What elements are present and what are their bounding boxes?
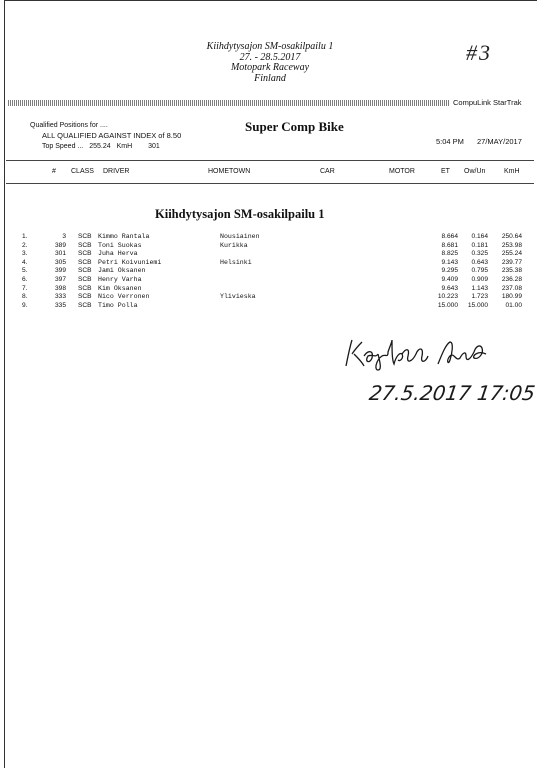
- handwritten-page-number: #3: [466, 40, 492, 65]
- position: 2.: [22, 241, 28, 249]
- elapsed-time: 9.295: [441, 267, 458, 275]
- driver-name: Henry Varha: [98, 275, 142, 283]
- car-number: 305: [54, 258, 66, 266]
- position: 9.: [22, 301, 28, 309]
- position: 3.: [22, 250, 28, 258]
- qualified-positions-label: Qualified Positions for ....: [30, 122, 108, 129]
- car-number: 335: [54, 301, 66, 309]
- event-dates: 27. - 28.5.2017: [239, 51, 301, 63]
- column-header-hometown: HOMETOWN: [208, 168, 251, 175]
- elapsed-time: 9.643: [441, 284, 458, 292]
- print-date: 27/MAY/2017: [477, 137, 522, 146]
- class-code: SCB: [78, 284, 92, 292]
- over-under: 0.643: [471, 258, 488, 266]
- top-speed-unit: KmH: [116, 143, 133, 150]
- results-table: [0, 233, 537, 310]
- table-row: [0, 250, 537, 259]
- header-top-rule: [6, 160, 534, 161]
- table-row: [0, 242, 537, 251]
- speed-kmh: 237.08: [501, 284, 522, 292]
- driver-name: Juha Herva: [98, 250, 138, 258]
- elapsed-time: 9.409: [441, 275, 458, 283]
- car-number: 398: [54, 284, 66, 292]
- driver-name: Toni Suokas: [98, 241, 142, 249]
- over-under: 0.795: [471, 267, 488, 275]
- page-top-border: [4, 0, 537, 1]
- column-header-kmh: KmH: [504, 168, 520, 175]
- brand-label: CompuLink StarTrak: [453, 98, 522, 107]
- column-header-et: ET: [441, 168, 450, 175]
- handwritten-date: [367, 374, 537, 408]
- class-code: SCB: [78, 258, 92, 266]
- top-speed-car: 301: [148, 143, 160, 150]
- speed-kmh: 235.38: [501, 267, 522, 275]
- table-row: [0, 285, 537, 294]
- event-venue: Motopark Raceway: [230, 62, 310, 73]
- driver-name: Nico Verronen: [98, 293, 150, 301]
- top-speed-line: [42, 143, 164, 150]
- event-header: [170, 42, 370, 84]
- over-under: 0.325: [471, 250, 488, 258]
- over-under: 0.909: [471, 275, 488, 283]
- driver-name: Jami Oksanen: [98, 267, 146, 275]
- car-number: 399: [54, 267, 66, 275]
- index-value: 8.50: [166, 131, 182, 140]
- position: 5.: [22, 267, 28, 275]
- speed-kmh: 01.00: [505, 301, 522, 309]
- top-speed-label: Top Speed ...: [42, 143, 84, 150]
- hometown: Kurikka: [220, 241, 248, 249]
- speed-kmh: 253.98: [501, 241, 522, 249]
- car-number: 3: [62, 233, 66, 240]
- column-header-motor: MOTOR: [389, 168, 415, 175]
- column-header-class: CLASS: [71, 168, 94, 175]
- event-country: Finland: [254, 72, 286, 84]
- table-row: [0, 276, 537, 285]
- handwritten-date-text: 27.5.2017 17:05: [367, 381, 537, 405]
- over-under: 0.164: [471, 233, 488, 240]
- elapsed-time: 8.664: [441, 233, 458, 240]
- print-time: 5:04 PM: [436, 137, 464, 146]
- hometown: Nousiainen: [220, 233, 260, 240]
- class-code: SCB: [78, 241, 92, 249]
- column-header-driver: DRIVER: [103, 168, 130, 175]
- car-number: 301: [54, 250, 66, 258]
- over-under: 0.181: [471, 241, 488, 249]
- car-number: 333: [54, 293, 66, 301]
- position: 7.: [22, 284, 28, 292]
- elapsed-time: 9.143: [441, 258, 458, 266]
- class-code: SCB: [78, 293, 92, 301]
- elapsed-time: 8.681: [441, 241, 458, 249]
- header-bottom-rule: [6, 183, 534, 184]
- over-under: 15.000: [467, 301, 488, 309]
- table-row: [0, 259, 537, 268]
- hatched-band: [8, 100, 450, 106]
- elapsed-time: 10.223: [437, 293, 458, 301]
- event-name: Kiihdytysajon SM-osakilpailu 1: [206, 41, 334, 52]
- class-code: SCB: [78, 275, 92, 283]
- column-header-num: #: [52, 168, 56, 175]
- position: 1.: [22, 233, 28, 240]
- speed-kmh: 180.99: [501, 293, 522, 301]
- car-number: 389: [54, 241, 66, 249]
- table-row: [0, 233, 537, 242]
- class-code: SCB: [78, 301, 92, 309]
- column-header-car: CAR: [320, 168, 335, 175]
- driver-name: Timo Polla: [98, 301, 138, 309]
- position: 4.: [22, 258, 28, 266]
- driver-name: Kimmo Rantala: [98, 233, 150, 240]
- position: 6.: [22, 275, 28, 283]
- over-under: 1.723: [471, 293, 488, 301]
- top-speed-value: 255.24: [89, 143, 111, 150]
- speed-kmh: 239.77: [501, 258, 522, 266]
- elapsed-time: 8.825: [441, 250, 458, 258]
- car-number: 397: [54, 275, 66, 283]
- table-row: [0, 267, 537, 276]
- qualified-index-line: [42, 131, 181, 140]
- results-title: Kiihdytysajon SM-osakilpailu 1: [155, 207, 325, 221]
- class-code: SCB: [78, 267, 92, 275]
- hometown: Ylivieska: [220, 293, 256, 301]
- column-header-ow-un: Ow/Un: [464, 168, 486, 175]
- speed-kmh: 236.28: [501, 275, 522, 283]
- speed-kmh: 250.64: [501, 233, 522, 240]
- table-row: [0, 302, 537, 311]
- table-row: [0, 293, 537, 302]
- hometown: Helsinki: [220, 258, 252, 266]
- class-title: Super Comp Bike: [245, 119, 344, 134]
- over-under: 1.143: [471, 284, 488, 292]
- class-code: SCB: [78, 233, 92, 240]
- elapsed-time: 15.000: [437, 301, 458, 309]
- page-left-border: [4, 0, 5, 768]
- handwritten-signature: [342, 336, 492, 372]
- index-text: ALL QUALIFIED AGAINST INDEX of: [42, 131, 165, 140]
- driver-name: Kim Oksanen: [98, 284, 142, 292]
- driver-name: Petri Koivuniemi: [98, 258, 162, 266]
- speed-kmh: 255.24: [501, 250, 522, 258]
- class-code: SCB: [78, 250, 92, 258]
- position: 8.: [22, 293, 28, 301]
